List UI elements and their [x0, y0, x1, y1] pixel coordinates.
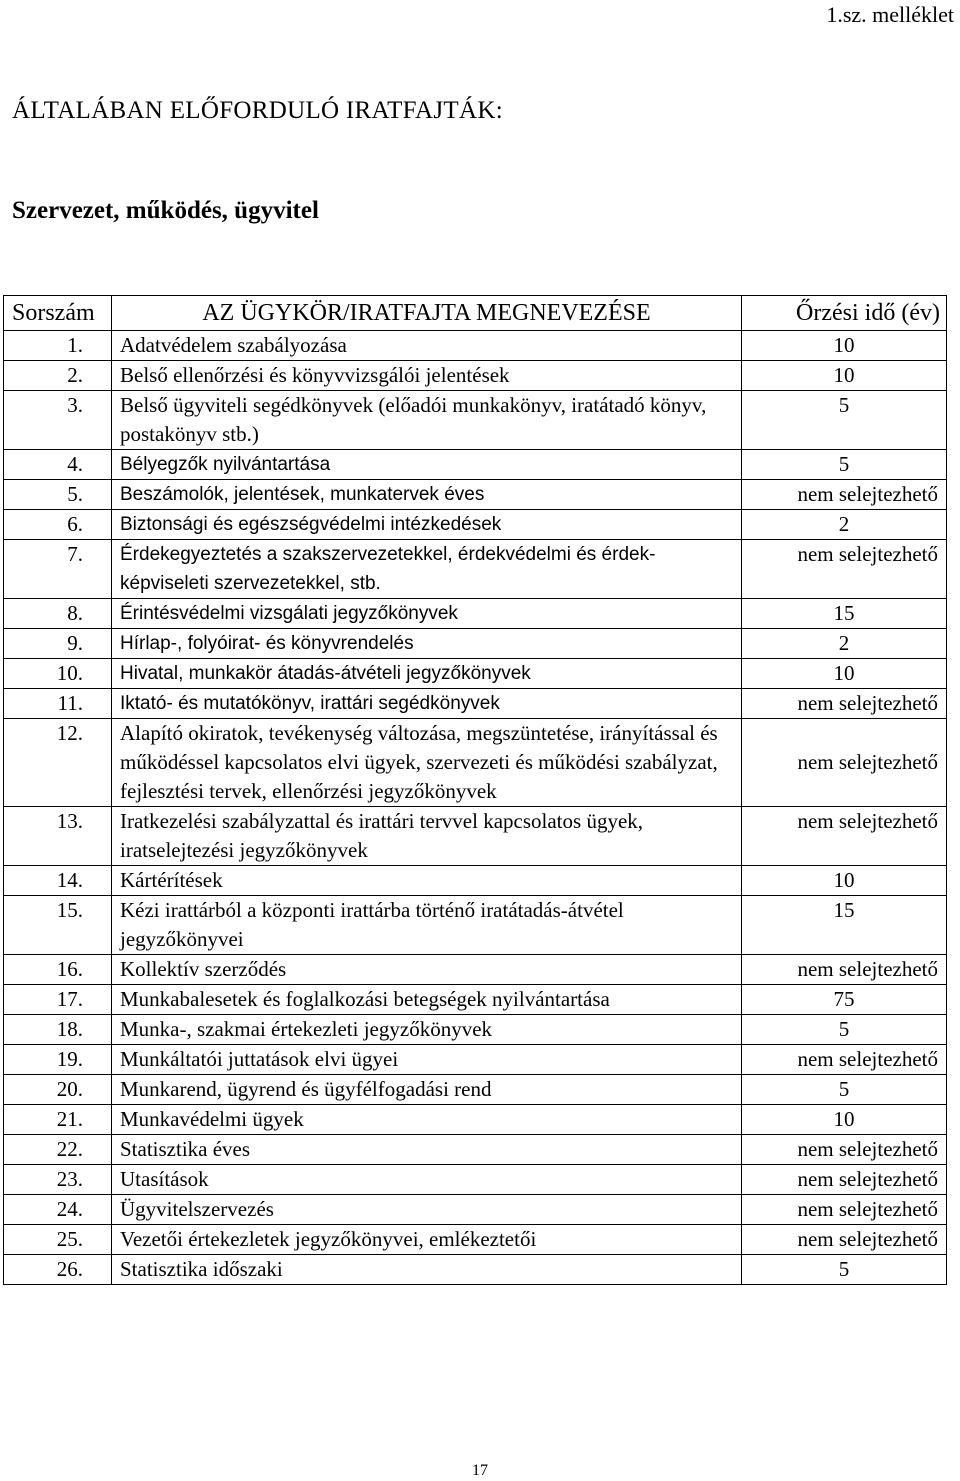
row-number: 2. [4, 361, 112, 391]
row-number: 7. [4, 540, 112, 599]
table-row [4, 1255, 947, 1285]
header-retention: Őrzési idő (év) [742, 296, 947, 331]
table-row [4, 391, 947, 450]
row-name: Kártérítések [112, 866, 742, 896]
row-number: 23. [4, 1165, 112, 1195]
row-retention: nem selejtezhető [742, 689, 947, 719]
row-number: 4. [4, 450, 112, 480]
header-name: AZ ÜGYKÖR/IRATFAJTA MEGNEVEZÉSE [112, 296, 742, 331]
row-name: Biztonsági és egészségvédelmi intézkedések [112, 510, 742, 540]
table-row [4, 1135, 947, 1165]
row-retention: nem selejtezhető [742, 540, 947, 599]
row-retention: 5 [742, 1075, 947, 1105]
row-name: Munkavédelmi ügyek [112, 1105, 742, 1135]
row-number: 9. [4, 629, 112, 659]
table-header-row [4, 296, 947, 331]
table-row [4, 480, 947, 510]
table-row [4, 599, 947, 629]
document-title: ÁLTALÁBAN ELŐFORDULÓ IRATFAJTÁK: [12, 97, 503, 124]
row-name: Belső ügyviteli segédkönyvek (előadói munkakönyv, iratátadó könyv, postakönyv stb.) [112, 391, 742, 450]
row-name: Munkabalesetek és foglalkozási betegségek nyilvántartása [112, 985, 742, 1015]
table-row [4, 450, 947, 480]
row-retention: 5 [742, 1255, 947, 1285]
row-number: 24. [4, 1195, 112, 1225]
row-number: 13. [4, 807, 112, 866]
row-number: 22. [4, 1135, 112, 1165]
row-name: Ügyvitelszervezés [112, 1195, 742, 1225]
table-row [4, 361, 947, 391]
row-name: Hivatal, munkakör átadás-átvételi jegyzőkönyvek [112, 659, 742, 689]
row-name: Kézi irattárból a központi irattárba történő iratátadás-átvétel jegyzőkönyvei [112, 896, 742, 955]
header-number: Sorszám [4, 296, 112, 331]
row-number: 14. [4, 866, 112, 896]
row-retention: nem selejtezhető [742, 1195, 947, 1225]
row-number: 17. [4, 985, 112, 1015]
row-number: 10. [4, 659, 112, 689]
table-row [4, 807, 947, 866]
row-name: Kollektív szerződés [112, 955, 742, 985]
annex-label: 1.sz. melléklet [826, 2, 954, 27]
table-row [4, 1195, 947, 1225]
table-row [4, 540, 947, 599]
row-retention: nem selejtezhető [742, 719, 947, 807]
table-row [4, 719, 947, 807]
row-retention: nem selejtezhető [742, 480, 947, 510]
row-number: 25. [4, 1225, 112, 1255]
row-number: 19. [4, 1045, 112, 1075]
row-number: 26. [4, 1255, 112, 1285]
row-retention: 10 [742, 1105, 947, 1135]
row-name: Munka-, szakmai értekezleti jegyzőkönyvek [112, 1015, 742, 1045]
retention-table [3, 295, 947, 1285]
table-row [4, 1045, 947, 1075]
row-retention: nem selejtezhető [742, 1045, 947, 1075]
row-name: Hírlap-, folyóirat- és könyvrendelés [112, 629, 742, 659]
table-row [4, 1105, 947, 1135]
row-retention: 10 [742, 361, 947, 391]
table-row [4, 985, 947, 1015]
table-row [4, 659, 947, 689]
row-name: Munkáltatói juttatások elvi ügyei [112, 1045, 742, 1075]
row-name: Beszámolók, jelentések, munkatervek éves [112, 480, 742, 510]
row-name: Iratkezelési szabályzattal és irattári tervvel kapcsolatos ügyek, iratselejtezési jegyzőkönyvek [112, 807, 742, 866]
table-row [4, 629, 947, 659]
row-retention: nem selejtezhető [742, 807, 947, 866]
row-number: 3. [4, 391, 112, 450]
table-row [4, 1165, 947, 1195]
row-name: Bélyegzők nyilvántartása [112, 450, 742, 480]
row-retention: nem selejtezhető [742, 1135, 947, 1165]
table-row [4, 1075, 947, 1105]
page-number: 17 [472, 1462, 488, 1479]
row-number: 8. [4, 599, 112, 629]
row-number: 5. [4, 480, 112, 510]
row-name: Statisztika időszaki [112, 1255, 742, 1285]
row-name: Iktató- és mutatókönyv, irattári segédkönyvek [112, 689, 742, 719]
row-number: 11. [4, 689, 112, 719]
row-number: 18. [4, 1015, 112, 1045]
row-name: Érdekegyeztetés a szakszervezetekkel, érdekvédelmi és érdek-képviseleti szervezetekkel, stb. [112, 540, 742, 599]
table-row [4, 955, 947, 985]
row-number: 15. [4, 896, 112, 955]
table-row [4, 896, 947, 955]
section-title: Szervezet, működés, ügyvitel [12, 197, 319, 224]
table-row [4, 866, 947, 896]
row-number: 12. [4, 719, 112, 807]
row-name: Belső ellenőrzési és könyvvizsgálói jelentések [112, 361, 742, 391]
row-retention: 2 [742, 510, 947, 540]
row-retention: 5 [742, 450, 947, 480]
row-retention: 5 [742, 391, 947, 450]
table-row [4, 689, 947, 719]
table-row [4, 1015, 947, 1045]
table-body [4, 331, 947, 1285]
row-number: 1. [4, 331, 112, 361]
row-retention: 75 [742, 985, 947, 1015]
table-row [4, 510, 947, 540]
row-name: Munkarend, ügyrend és ügyfélfogadási rend [112, 1075, 742, 1105]
row-number: 21. [4, 1105, 112, 1135]
table-row [4, 331, 947, 361]
row-name: Statisztika éves [112, 1135, 742, 1165]
row-number: 16. [4, 955, 112, 985]
row-name: Alapító okiratok, tevékenység változása, megszüntetése, irányítással és működéssel kapcsolatos elvi ügyek, szervezeti és működési szabályzat, fejlesztési tervek, ellenőrzési jegyzőkönyvek [112, 719, 742, 807]
row-name: Érintésvédelmi vizsgálati jegyzőkönyvek [112, 599, 742, 629]
row-retention: 5 [742, 1015, 947, 1045]
row-retention: 10 [742, 331, 947, 361]
row-number: 6. [4, 510, 112, 540]
row-number: 20. [4, 1075, 112, 1105]
row-retention: nem selejtezhető [742, 1225, 947, 1255]
row-retention: 10 [742, 866, 947, 896]
row-retention: 15 [742, 896, 947, 955]
row-retention: nem selejtezhető [742, 1165, 947, 1195]
row-retention: 10 [742, 659, 947, 689]
row-retention: 15 [742, 599, 947, 629]
row-name: Utasítások [112, 1165, 742, 1195]
row-name: Adatvédelem szabályozása [112, 331, 742, 361]
row-retention: nem selejtezhető [742, 955, 947, 985]
row-retention: 2 [742, 629, 947, 659]
row-name: Vezetői értekezletek jegyzőkönyvei, emlékeztetői [112, 1225, 742, 1255]
table-row [4, 1225, 947, 1255]
